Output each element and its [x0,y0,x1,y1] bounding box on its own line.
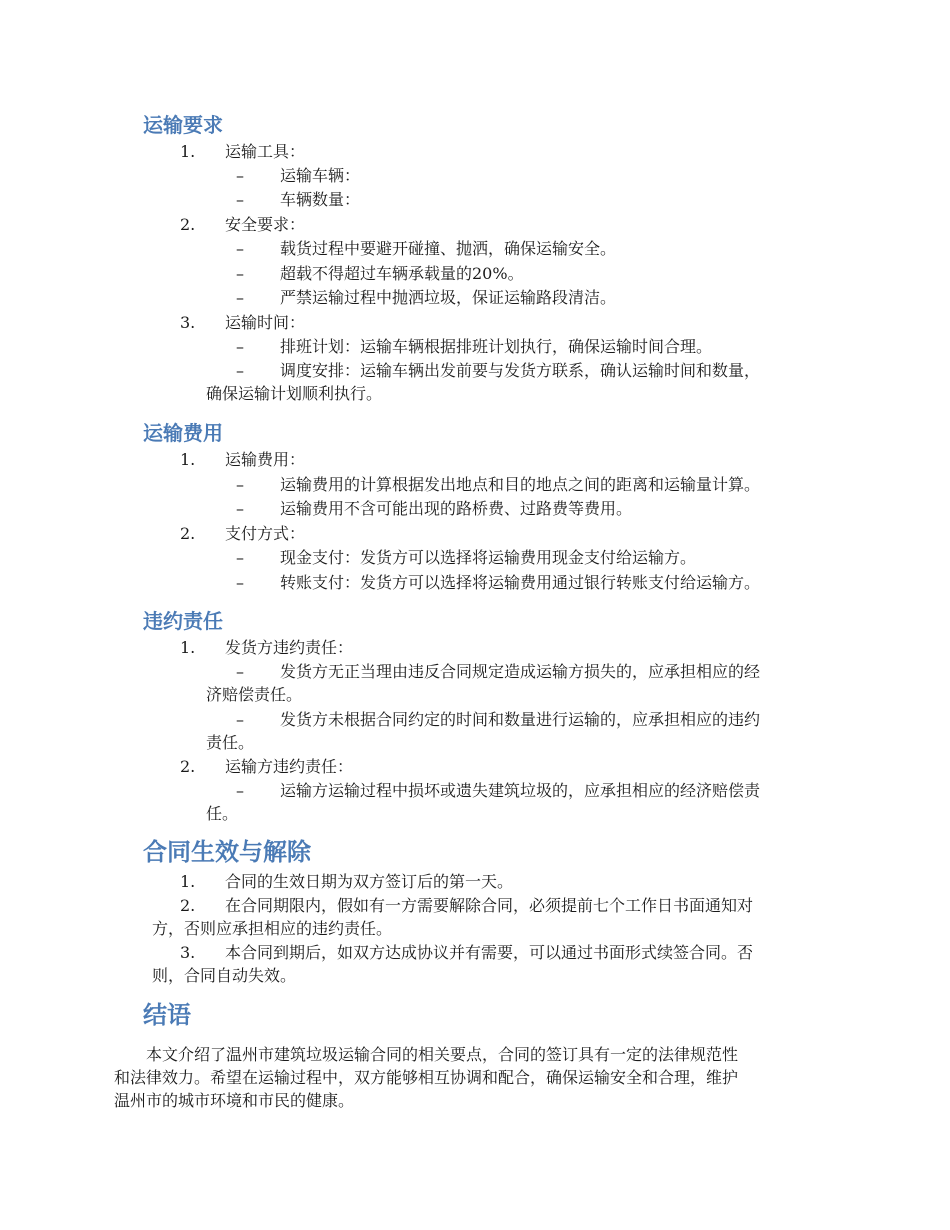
section-heading-breach-liability: 违约责任 [143,609,223,633]
sub-item: 超载不得超过车辆承载量的20%。 [280,264,524,283]
dash-bullet: – [236,499,244,518]
sub-item: 现金支付：发货方可以选择将运输费用现金支付给运输方。 [280,548,697,567]
section-heading-conclusion: 结语 [143,1001,191,1029]
section-heading-transport-requirements: 运输要求 [143,113,223,137]
clause-text-line2: 方，否则应承担相应的违约责任。 [152,919,393,938]
dash-bullet: – [236,573,244,592]
sub-item: 载货过程中要避开碰撞、抛洒，确保运输安全。 [280,239,617,258]
list-number: 1. [180,638,196,657]
list-item-label: 运输费用： [225,450,306,469]
sub-item-wrap-line2: 确保运输计划顺利执行。 [206,384,383,403]
sub-item: 严禁运输过程中抛洒垃圾，保证运输路段清洁。 [280,288,617,307]
sub-item-wrap-line1: 发货方无正当理由违反合同规定造成运输方损失的，应承担相应的经 [280,662,761,681]
sub-item-wrap-line2: 责任。 [206,733,255,752]
dash-bullet: – [236,239,244,258]
dash-bullet: – [236,662,244,681]
sub-item-wrap-line1: 发货方未根据合同约定的时间和数量进行运输的，应承担相应的违约 [280,710,761,729]
clause-text-line1: 本合同到期后，如双方达成协议并有需要，可以通过书面形式续签合同。否 [225,943,754,962]
conclusion-line1: 本文介绍了温州市建筑垃圾运输合同的相关要点，合同的签订具有一定的法律规范性 [146,1045,739,1064]
sub-item: 运输费用不含可能出现的路桥费、过路费等费用。 [280,499,633,518]
section-heading-transport-fees: 运输费用 [143,421,223,445]
list-number: 3. [180,313,196,332]
sub-item: 运输费用的计算根据发出地点和目的地点之间的距离和运输量计算。 [280,475,761,494]
list-number: 3. [180,943,196,962]
list-item-label: 运输时间： [225,313,306,332]
sub-item-wrap-line1: 运输方运输过程中损坏或遗失建筑垃圾的，应承担相应的经济赔偿责 [280,781,761,800]
list-number: 2. [180,896,196,915]
dash-bullet: – [236,288,244,307]
list-item-label: 安全要求： [225,215,306,234]
dash-bullet: – [236,548,244,567]
dash-bullet: – [236,264,244,283]
conclusion-line3: 温州市的城市环境和市民的健康。 [114,1091,355,1110]
list-item-label: 支付方式： [225,524,306,543]
list-number: 2. [180,215,196,234]
clause-text: 合同的生效日期为双方签订后的第一天。 [225,872,514,891]
list-number: 1. [180,450,196,469]
dash-bullet: – [236,475,244,494]
sub-item-wrap-line1: 调度安排：运输车辆出发前要与发货方联系，确认运输时间和数量， [280,361,761,380]
sub-item: 运输车辆： [280,166,361,185]
dash-bullet: – [236,337,244,356]
list-number: 2. [180,757,196,776]
list-number: 1. [180,872,196,891]
list-item-label: 运输方违约责任： [225,757,354,776]
sub-item: 车辆数量： [280,190,361,209]
dash-bullet: – [236,361,244,380]
sub-item: 排班计划：运输车辆根据排班计划执行，确保运输时间合理。 [280,337,713,356]
dash-bullet: – [236,781,244,800]
dash-bullet: – [236,190,244,209]
list-number: 1. [180,142,196,161]
dash-bullet: – [236,710,244,729]
dash-bullet: – [236,166,244,185]
section-heading-effect-termination: 合同生效与解除 [143,838,311,866]
sub-item: 转账支付：发货方可以选择将运输费用通过银行转账支付给运输方。 [280,573,761,592]
clause-text-line1: 在合同期限内，假如有一方需要解除合同，必须提前七个工作日书面通知对 [225,896,754,915]
sub-item-wrap-line2: 任。 [206,804,239,823]
sub-item-wrap-line2: 济赔偿责任。 [206,685,303,704]
list-item-label: 发货方违约责任： [225,638,354,657]
clause-text-line2: 则，合同自动失效。 [152,966,297,985]
conclusion-line2: 和法律效力。希望在运输过程中，双方能够相互协调和配合，确保运输安全和合理，维护 [114,1068,739,1087]
list-item-label: 运输工具： [225,142,306,161]
list-number: 2. [180,524,196,543]
